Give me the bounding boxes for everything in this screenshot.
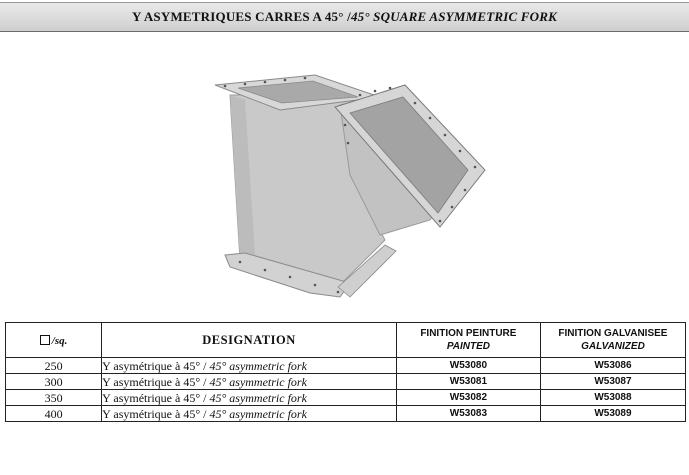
designation-cell [102,358,397,374]
designation-cell [102,406,397,422]
size-cell: 350 [6,390,102,406]
galvanized-code-cell: W53086 [540,358,685,374]
size-column-header [6,323,102,358]
size-cell: 400 [6,406,102,422]
galvanized-header-line1: FINITION GALVANISEE [558,328,668,339]
designation-english: 45° asymmetric fork [206,358,307,373]
asymmetric-fork-duct-image [200,55,500,305]
painted-code-cell: W53082 [396,390,540,406]
square-icon [40,335,50,345]
designation-english: 45° asymmetric fork [206,390,307,405]
galvanized-code-cell: W53088 [540,390,685,406]
galvanized-code-cell: W53089 [540,406,685,422]
galvanized-code-cell: W53087 [540,374,685,390]
title-french: Y ASYMETRIQUES CARRES A 45° / [132,9,351,24]
designation-cell [102,374,397,390]
painted-header-line2: PAINTED [446,341,490,352]
designation-english: 45° asymmetric fork [206,406,307,421]
designation-french: Y asymétrique à 45° / [102,390,207,405]
painted-header-line1: FINITION PEINTURE [420,328,517,339]
size-header-label: /sq. [51,334,68,347]
painted-code-cell: W53081 [396,374,540,390]
galvanized-header-line2: GALVANIZED [581,341,645,352]
galvanized-column-header [540,323,685,358]
table-row [6,358,686,374]
designation-english: 45° asymmetric fork [206,374,307,389]
painted-column-header [396,323,540,358]
size-cell: 300 [6,374,102,390]
painted-code-cell: W53080 [396,358,540,374]
page-title [0,2,689,32]
designation-french: Y asymétrique à 45° / [102,374,207,389]
designation-column-header: DESIGNATION [102,323,397,358]
table-row [6,374,686,390]
table-row [6,390,686,406]
designation-cell [102,390,397,406]
painted-code-cell: W53083 [396,406,540,422]
designation-french: Y asymétrique à 45° / [102,406,207,421]
table-header-row [6,323,686,358]
table-row [6,406,686,422]
size-cell: 250 [6,358,102,374]
product-table [5,322,686,422]
title-english: 45° SQUARE ASYMMETRIC FORK [350,9,557,24]
designation-french: Y asymétrique à 45° / [102,358,207,373]
